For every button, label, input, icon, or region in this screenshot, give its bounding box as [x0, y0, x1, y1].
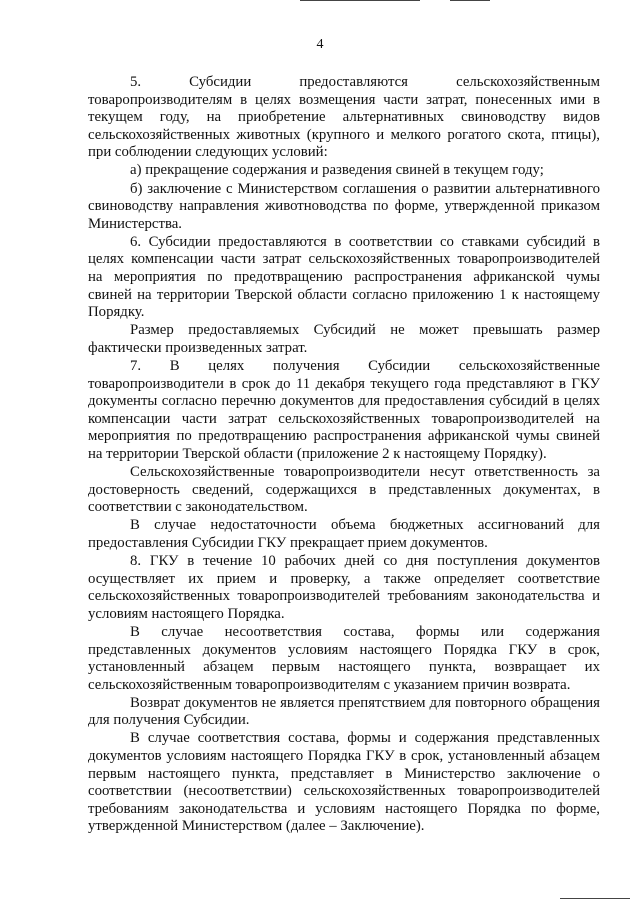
page-number: 4	[316, 37, 324, 52]
paragraph-7: 7. В целях получения Субсидии сельскохозяйственные товаропроизводители в срок до 11 декабря текущего года представляют в ГКУ документы согласно перечню документов для предоставления субсидий в целях компенсации части затрат сельскохозяйственных товаропроизводителей на мероприятия по предотвращению распространения африканской чумы свиней на территории Тверской области (приложение 2 к настоящему Порядку).	[88, 358, 600, 462]
scan-artifact-top	[300, 0, 420, 1]
paragraph-5a: а) прекращение содержания и разведения свиней в текущем году;	[130, 162, 544, 179]
paragraph-5b: б) заключение с Министерством соглашения о развитии альтернативного свиноводству направления животноводства по форме, утвержденной приказом Министерства.	[88, 180, 600, 232]
paragraph-8-noncompliance: В случае несоответствия состава, формы или содержания представленных документов условиям настоящего Порядка ГКУ в срок, установленный абзацем первым настоящего пункта, возвращает их сельскохозяйственным товаропроизводителям с указанием причин возврата.	[88, 623, 600, 693]
paragraph-8: 8. ГКУ в течение 10 рабочих дней со дня поступления документов осуществляет их прием и проверку, а также определяет соответствие сельскохозяйственных товаропроизводителей требованиям законодательства и условиям настоящего Порядка.	[88, 553, 600, 622]
paragraph-7-insufficient-funds: В случае недостаточности объема бюджетных ассигнований для предоставления Субсидии ГКУ прекращает прием документов.	[88, 517, 600, 551]
paragraph-6: 6. Субсидии предоставляются в соответствии со ставками субсидий в целях компенсации части затрат сельскохозяйственных товаропроизводителей на мероприятия по предотвращению распространения африканской чумы свиней на территории Тверской области согласно приложению 1 к настоящему Порядку.	[88, 233, 600, 321]
scan-artifact-top-right	[450, 0, 490, 1]
document-body	[88, 74, 600, 837]
paragraph-8-return: Возврат документов не является препятствием для повторного обращения для получения Субсидии.	[88, 694, 600, 729]
paragraph-7-responsibility: Сельскохозяйственные товаропроизводители несут ответственность за достоверность сведений, содержащихся в представленных документах, в соответствии с законодательством.	[88, 464, 600, 516]
paragraph-6-limit: Размер предоставляемых Субсидий не может превышать размер фактически произведенных затрат.	[88, 322, 600, 356]
scan-artifact-bottom-right	[560, 898, 630, 899]
paragraph-5: 5. Субсидии предоставляются сельскохозяйственным товаропроизводителям в целях возмещения части затрат, понесенных ими в текущем году, на приобретение альтернативных свиноводству видов сельскохозяйственных животных (крупного и мелкого рогатого скота, птицы), при соблюдении следующих условий:	[88, 74, 600, 161]
paragraph-8-compliance: В случае соответствия состава, формы и содержания представленных документов условиям настоящего Порядка ГКУ в срок, установленный абзацем первым настоящего пункта, представляет в Министерство заключение о соответствии (несоответствии) сельскохозяйственных товаропроизводителей требованиям законодательства и условиям настоящего Порядка по форме, утвержденной Министерством (далее – Заключение).	[88, 730, 600, 835]
